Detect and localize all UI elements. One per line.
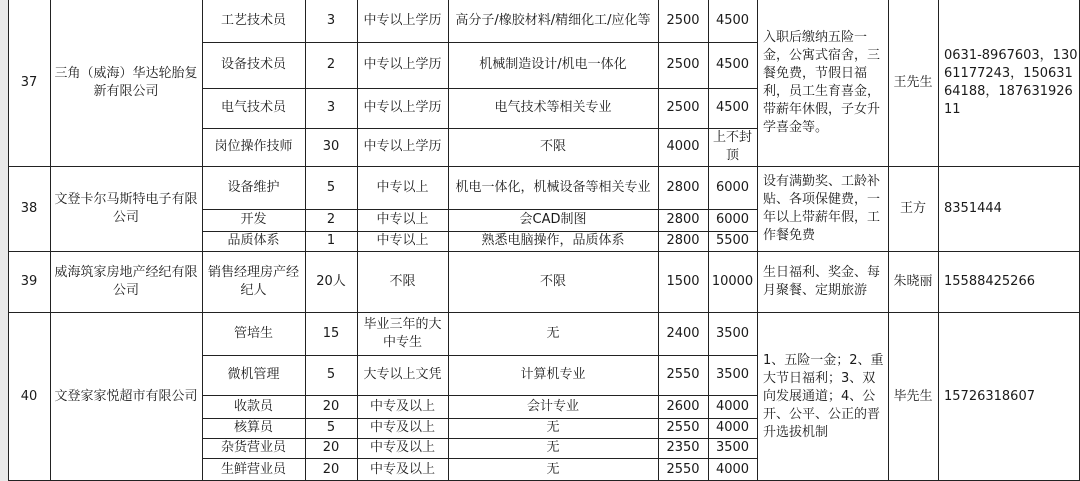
- cell-min: 2500: [666, 13, 700, 28]
- cell-title: 设备技术员: [220, 57, 286, 72]
- cell-major: 会计专业: [526, 398, 579, 414]
- cell-count: 5: [326, 420, 336, 435]
- cell-min: 2800: [666, 179, 700, 195]
- cell-max: 10000: [711, 273, 754, 289]
- cell-major: 高分子/橡胶材料/精细化工/应化等: [455, 13, 651, 28]
- cell-title: 微机管理: [227, 367, 280, 382]
- cell-title: 管培生: [233, 325, 273, 341]
- cell-max: 4500: [715, 13, 750, 28]
- cell-min: 2550: [666, 420, 700, 435]
- cell-min: 2800: [666, 233, 700, 248]
- cell-no: 38: [20, 200, 38, 216]
- cell-benefits: 入职后缴纳五险一金，公寓式宿舍，三餐免费，节假日福利，员工生育喜金，带薪年休假，子女升学喜金等。: [763, 30, 881, 135]
- cell-count: 5: [326, 367, 336, 382]
- cell-title: 杂货营业员: [220, 440, 286, 455]
- cell-phone: 15588425266: [944, 273, 1035, 289]
- cell-company: 三角（威海）华达轮胎复新有限公司: [54, 66, 198, 99]
- cell-max: 5500: [715, 233, 750, 248]
- cell-edu: 中专以上: [376, 212, 429, 227]
- cell-contact: 朱晓丽: [893, 273, 933, 289]
- cell-edu: 不限: [389, 273, 416, 289]
- cell-edu: 中专及以上: [369, 420, 435, 435]
- cell-title: 工艺技术员: [220, 13, 286, 28]
- cell-benefits: 1、五险一金；2、重大节日福利；3、双向发展通道；4、公开、公平、公正的晋升选拔机制: [763, 352, 884, 440]
- cell-max: 6000: [715, 212, 750, 227]
- cell-min: 2800: [666, 212, 700, 227]
- cell-edu: 中专以上: [376, 233, 429, 248]
- cell-benefits: 生日福利、奖金、每月聚餐、定期旅游: [763, 264, 881, 298]
- cell-major: 机电一体化，机械设备等相关专业: [455, 179, 651, 195]
- cell-max: 6000: [715, 179, 750, 195]
- cell-count: 2: [326, 57, 336, 72]
- cell-count: 20: [322, 398, 340, 414]
- cell-edu: 中专以上学历: [363, 57, 442, 72]
- column-divider: [888, 0, 889, 481]
- cell-edu: 中专及以上: [369, 461, 435, 477]
- cell-contact: 王先生: [893, 75, 933, 90]
- cell-major: 不限: [539, 273, 566, 289]
- column-divider: [938, 0, 939, 481]
- cell-edu: 中专以上学历: [363, 139, 442, 154]
- cell-max: 4000: [715, 398, 750, 414]
- cell-count: 5: [326, 179, 336, 195]
- cell-max: 4500: [715, 57, 750, 72]
- cell-major: 无: [546, 461, 560, 477]
- cell-major: 无: [546, 420, 560, 435]
- cell-major: 机械制造设计/机电一体化: [479, 57, 627, 72]
- cell-major: 会CAD制图: [519, 212, 587, 227]
- cell-major: 无: [546, 440, 560, 455]
- column-divider: [50, 0, 51, 481]
- cell-min: 2500: [666, 100, 700, 115]
- cell-count: 1: [326, 233, 336, 248]
- cell-count: 30: [322, 139, 340, 154]
- cell-min: 2400: [666, 325, 700, 341]
- cell-min: 2550: [666, 461, 700, 477]
- cell-no: 39: [20, 273, 38, 289]
- cell-count: 3: [326, 13, 336, 28]
- cell-count: 2: [326, 212, 336, 227]
- cell-count: 20: [322, 461, 340, 477]
- cell-count: 20: [322, 440, 340, 455]
- cell-max: 4000: [715, 420, 750, 435]
- cell-min: 4000: [666, 139, 700, 154]
- cell-max: 4500: [715, 100, 750, 115]
- cell-edu: 中专及以上: [369, 398, 435, 414]
- cell-benefits: 设有满勤奖、工龄补贴、各项保健费，一年以上带薪年假，工作餐免费: [763, 173, 881, 243]
- cell-edu: 中专以上学历: [363, 13, 442, 28]
- cell-title: 品质体系: [227, 233, 280, 248]
- cell-major: 无: [546, 325, 560, 341]
- cell-company: 文登家家悦超市有限公司: [54, 388, 198, 404]
- cell-phone: 8351444: [944, 200, 1002, 216]
- cell-phone: 0631-8967603，13061177243，15063164188，18763192611: [944, 48, 1078, 117]
- cell-no: 40: [20, 388, 38, 404]
- cell-title: 开发: [240, 212, 267, 227]
- cell-title: 核算员: [233, 420, 273, 435]
- cell-no: 37: [20, 75, 38, 90]
- cell-max: 3500: [715, 440, 750, 455]
- cell-min: 1500: [666, 273, 700, 289]
- cell-title: 岗位操作技师: [214, 139, 293, 154]
- column-divider: [202, 0, 203, 481]
- column-divider: [357, 0, 358, 481]
- cell-major: 计算机专业: [520, 367, 586, 382]
- column-divider: [8, 0, 9, 481]
- cell-title: 设备维护: [227, 179, 280, 195]
- cell-phone: 15726318607: [944, 388, 1035, 404]
- cell-min: 2600: [666, 398, 700, 414]
- cell-major: 熟悉电脑操作，品质体系: [481, 233, 625, 248]
- cell-major: 电气技术等相关专业: [494, 100, 612, 115]
- cell-major: 不限: [539, 139, 566, 154]
- cell-max: 3500: [715, 367, 750, 382]
- cell-edu: 中专以上学历: [363, 100, 442, 115]
- cell-contact: 王方: [899, 200, 926, 216]
- column-divider: [658, 0, 659, 481]
- cell-title: 销售经理房产经纪人: [207, 264, 299, 298]
- cell-edu: 中专以上: [376, 179, 429, 195]
- column-divider: [305, 0, 306, 481]
- column-divider: [757, 0, 758, 481]
- cell-min: 2500: [666, 57, 700, 72]
- column-divider: [448, 0, 449, 481]
- cell-count: 3: [326, 100, 336, 115]
- cell-min: 2350: [666, 440, 700, 455]
- cell-company: 威海筑家房地产经纪有限公司: [54, 264, 198, 298]
- cell-max: 3500: [715, 325, 750, 341]
- column-divider: [708, 0, 709, 481]
- cell-title: 生鲜营业员: [220, 461, 286, 477]
- cell-title: 收款员: [233, 398, 273, 414]
- cell-count: 20人: [316, 273, 346, 289]
- cell-company: 文登卡尔马斯特电子有限公司: [54, 191, 198, 225]
- cell-contact: 毕先生: [893, 388, 933, 404]
- cell-count: 15: [322, 325, 340, 341]
- cell-edu: 毕业三年的大中专生: [363, 316, 442, 350]
- cell-title: 电气技术员: [220, 100, 286, 115]
- cell-edu: 中专及以上: [369, 440, 435, 455]
- cell-min: 2550: [666, 367, 700, 382]
- cell-max: 上不封顶: [712, 130, 752, 163]
- cell-max: 4000: [715, 461, 750, 477]
- cell-edu: 大专以上文凭: [363, 367, 442, 382]
